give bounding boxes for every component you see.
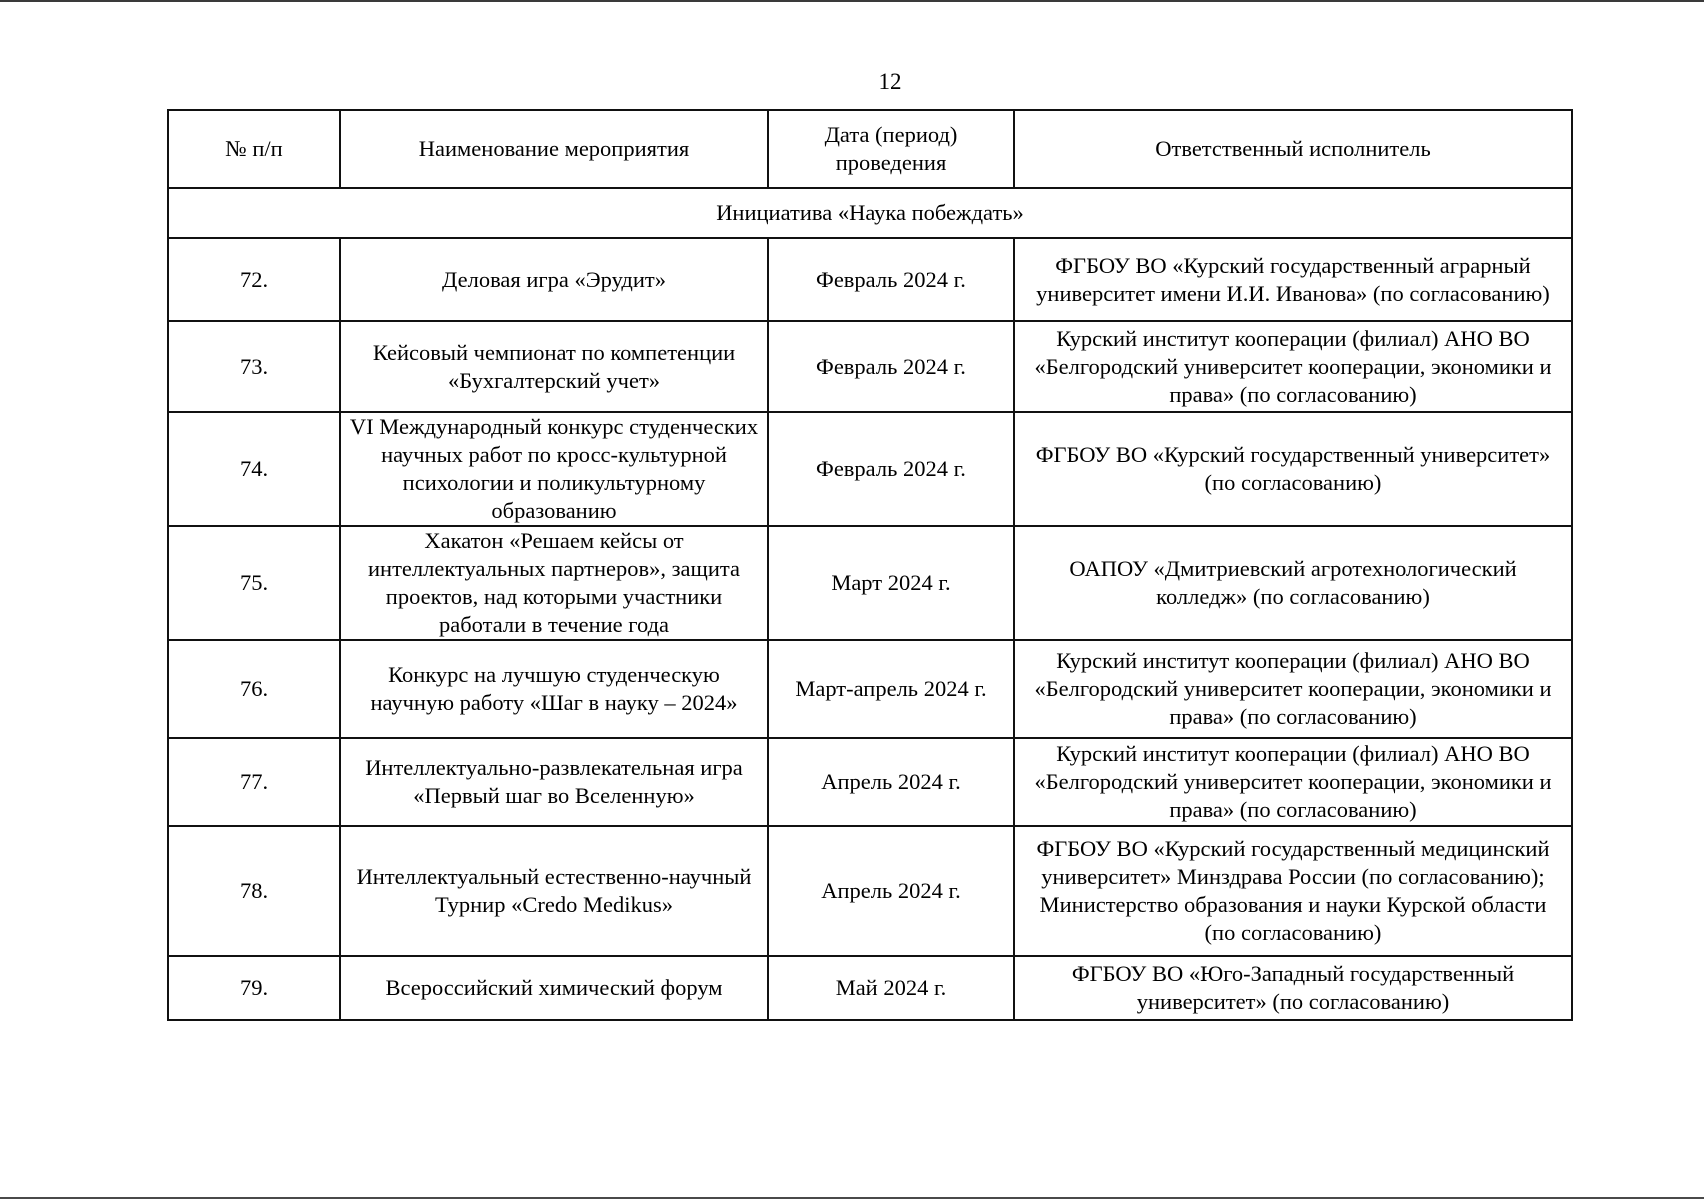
row-date: Март 2024 г. (768, 526, 1014, 640)
row-responsible: Курский институт кооперации (филиал) АНО ВО «Белгородский университет кооперации, экономики и права» (по согласованию) (1014, 640, 1572, 738)
row-name: Конкурс на лучшую студенческую научную работу «Шаг в науку – 2024» (340, 640, 768, 738)
header-date: Дата (период) проведения (768, 110, 1014, 188)
row-date: Февраль 2024 г. (768, 412, 1014, 526)
row-name: Хакатон «Решаем кейсы от интеллектуальных партнеров», защита проектов, над которыми участники работали в течение года (340, 526, 768, 640)
row-date: Февраль 2024 г. (768, 238, 1014, 321)
scan-edge-top (0, 0, 1704, 2)
table-row (168, 412, 1572, 526)
table-row (168, 238, 1572, 321)
row-num: 72. (168, 238, 340, 321)
row-name: Интеллектуальный естественно-научный Турнир «Credo Medikus» (340, 826, 768, 956)
events-table (167, 109, 1573, 1021)
row-num: 73. (168, 321, 340, 412)
row-responsible: Курский институт кооперации (филиал) АНО ВО «Белгородский университет кооперации, экономики и права» (по согласованию) (1014, 321, 1572, 412)
row-date: Май 2024 г. (768, 956, 1014, 1020)
table-row (168, 826, 1572, 956)
row-name: Всероссийский химический форум (340, 956, 768, 1020)
header-num: № п/п (168, 110, 340, 188)
page-number: 12 (878, 69, 902, 94)
row-num: 74. (168, 412, 340, 526)
table-row (168, 738, 1572, 826)
table-header-row (168, 110, 1572, 188)
section-title: Инициатива «Наука побеждать» (168, 188, 1572, 238)
scan-edge-bottom (0, 1197, 1704, 1199)
row-responsible: ОАПОУ «Дмитриевский агротехнологический колледж» (по согласованию) (1014, 526, 1572, 640)
table-row (168, 321, 1572, 412)
header-name: Наименование мероприятия (340, 110, 768, 188)
row-date: Апрель 2024 г. (768, 826, 1014, 956)
row-responsible: Курский институт кооперации (филиал) АНО ВО «Белгородский университет кооперации, экономики и права» (по согласованию) (1014, 738, 1572, 826)
section-row (168, 188, 1572, 238)
row-responsible: ФГБОУ ВО «Курский государственный медицинский университет» Минздрава России (по согласованию); Министерство образования и науки Курской области (по согласованию) (1014, 826, 1572, 956)
row-responsible: ФГБОУ ВО «Юго-Западный государственный университет» (по согласованию) (1014, 956, 1572, 1020)
row-date: Апрель 2024 г. (768, 738, 1014, 826)
row-num: 79. (168, 956, 340, 1020)
row-name: VI Международный конкурс студенческих научных работ по кросс-культурной психологии и поликультурному образованию (340, 412, 768, 526)
row-num: 77. (168, 738, 340, 826)
row-date: Март-апрель 2024 г. (768, 640, 1014, 738)
table-row (168, 956, 1572, 1020)
table-row (168, 640, 1572, 738)
row-name: Кейсовый чемпионат по компетенции «Бухгалтерский учет» (340, 321, 768, 412)
table-row (168, 526, 1572, 640)
header-responsible: Ответственный исполнитель (1014, 110, 1572, 188)
row-responsible: ФГБОУ ВО «Курский государственный университет» (по согласованию) (1014, 412, 1572, 526)
row-num: 75. (168, 526, 340, 640)
row-date: Февраль 2024 г. (768, 321, 1014, 412)
row-num: 78. (168, 826, 340, 956)
row-name: Интеллектуально-развлекательная игра «Первый шаг во Вселенную» (340, 738, 768, 826)
row-num: 76. (168, 640, 340, 738)
row-name: Деловая игра «Эрудит» (340, 238, 768, 321)
row-responsible: ФГБОУ ВО «Курский государственный аграрный университет имени И.И. Иванова» (по согласованию) (1014, 238, 1572, 321)
